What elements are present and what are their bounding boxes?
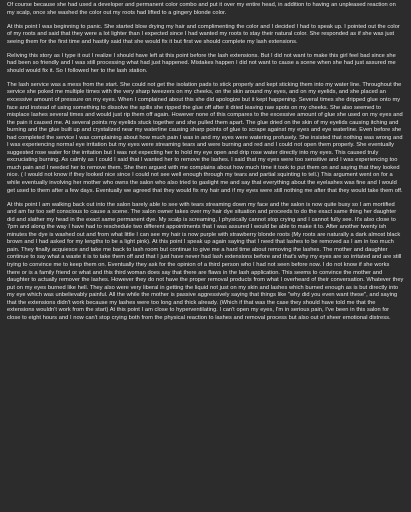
paragraph-4: The lash service was a mess from the start. She could not get the isolation pads to stick properly and kept sticking them into my water line. Throughout the service she poked me multiple times with the very sharp tweezers on my cheeks, on the skin around my eyes, and on my eyelids, and she placed an excessive amount of pressure on my eyes. When I complained about this she did apologize but it kept happening. Several times she dripped glue onto my face and instead of using something to dissolve the spills she ripped the glue off after it dried leaving raw spots on my cheeks. She also seemed to misplace lashes several times and would just rip them off again. However none of this compares to the excessive amount of glue she used on my eyes and the pain it caused me. At several points my eyelids stuck together and she pulled them apart. The glue dried on the skin of my eyelids causing itching and burning and the glue built up and crystalized near my waterline causing sharp points of glue to scrape against my eyes and eye waterline. Even before she had completed the service I was complaining about how much pain I was in and my eyes were watering profusely. She insisted that nothing was wrong and I was experiencing normal eye irritation but my eyes were streaming tears and were burning and red and I could not open them properly. She eventually suggested rose water for the irritation but I was not expecting her to hold my eye open and drip rose water directly into my eyes. This caused truly excruciating burning. As calmly as I could I said that I wanted her to remove the lashes. I said that my eyes were too sensitive and I was experiencing too much pain and I needed her to remove them. She then argued with me complains about how much time it took to put them on and saying that they looked nice. ( I would not know if they looked nice since I could not see well enough through my tears and partial squinting to tell.) This argument went on for a while eventually involving her mother who owns the salon who also tried to gaslight me and say that everything about the eyelashes was fine and I would get used to them after a few days. Eventually we agreed that they would fix my hair and if my eyes were still nothing me after that they would take them off. — [7, 81, 403, 194]
paragraph-5: At this point I am walking back out into the salon barely able to see with tears streaming down my face and the salon is now quite busy so I am mortified and am far too self conscious to cause a scene. The salon owner takes over my hair dye situation and proceeds to do the exact same thing her daughter did and slather my head in the exact same permanent dye. My scalp is screaming, I physically cannot stop crying and I cannot fully see. It's also close to 7pm and along the way I have had to reschedule two different appointments that I was assured I would be able to make it to. After another twenty ish minutes the dye is washed out and from what little I can see my hair is now purple with strawberry blonde roots (My roots are naturally a dark almost black brown and I had asked for my lengths to be a light pink). At this point I speak up again saying that I need that lashes to be removed as I am in too much pain. They finally acquiesce and take me back to lash room but continue to give me a hard time about removing the lashes. The mother and daughter continue to say what a waste it is to take them off and that I just have never had lash extensions before and that's why my eyes are so irritated and are still trying to convince me to keep them on. Eventually they ask for the opinion of a third person who I had not seen before now. I do not know if she works there or is a family friend or what and this third woman does say that there are flaws in the lash application. This seems to convince the mother and daughter to actually remover the lashes. However they do not have the proper removal products from what I overheard of their conversation. Whatever they put on my eyes burned like hell. They also were very liberal in getting the liquid not just on my skin and lashes which burned enough as is but directly into my eye which was unbelievably painful. All the while the mother is passive aggressively saying that things like "why did you even want these", and saying that the extensions didn't work because my lashes were too long and thick already. (Which if that was the case they should have told me that the extensions wouldn't work from the start) At this point I am close to hyperventilating. I can't open my eyes, I'm in serious pain, I've been in this salon for close to eight hours and I now can't stop crying both from the physical reaction to lashes and removal process but also out of sheer emotional distress. — [7, 201, 404, 321]
paragraph-1: Of course because she had used a developer and permanent color combo and put it over my entire head, in addition to having an unpleased reaction on my scalp, once she washed the color out my roots had lifted to a gingery blonde color. — [7, 2, 396, 16]
paragraph-3: Reliving this story as I type it out I realize I should have left at this point before the lash extensions. But I did not want to make this girl feel bad since she had been so friendly and I was still processing what had just happened. Mistakes happen I did not want to cause a scene when she had just assured me should would fix it. So I followed her to the lash station. — [7, 52, 396, 74]
paragraph-2: At this point I was beginning to panic. She started blow drying my hair and complimenting the color and I decided I had to speak up. I pointed out the color of my roots and said that they were a lot lighter than I expected since I had wanted my roots to stay their natural color. She responded as if she was just seeing them for the first time and hastily said that she would fix it but first we should complete my lash extensions. — [7, 23, 400, 45]
